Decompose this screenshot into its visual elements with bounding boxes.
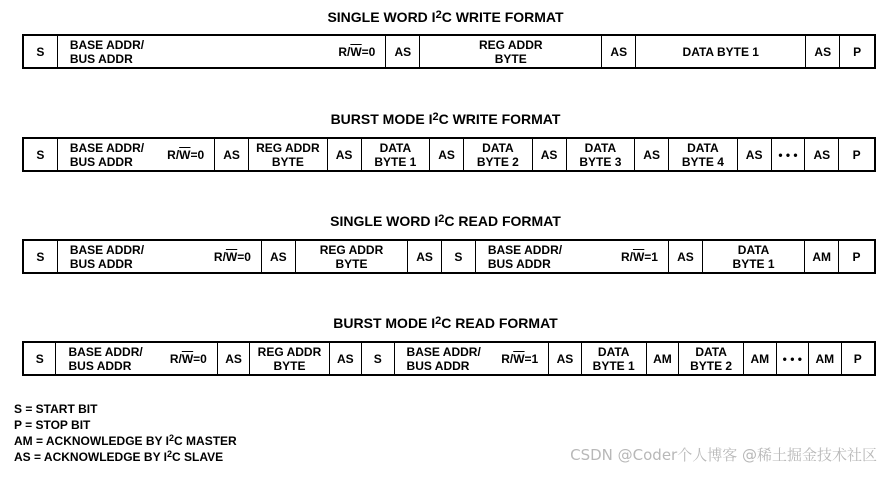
field-data-byte: DATA BYTE 1 [362, 139, 431, 170]
legend-ack-master: AM = ACKNOWLEDGE BY $I^2C$ MASTER [14, 433, 237, 448]
field-start-bit: S [24, 36, 58, 67]
base-addr-label: BASE ADDR/ BUS ADDR [69, 37, 145, 66]
field-ack-slave: AS [549, 343, 581, 374]
write-bar: $\overline{W}$ [513, 351, 525, 366]
field-data-byte: DATA BYTE 4 [669, 139, 738, 170]
field-data-byte: DATA BYTE 1 [703, 241, 805, 272]
base-addr-label: BASE ADDR/ BUS ADDR [487, 242, 563, 271]
legend-ack-slave: AS = ACKNOWLEDGE BY $I^2C$ SLAVE [14, 449, 224, 464]
field-ack-slave: AS [408, 241, 442, 272]
field-ack-slave: AS [635, 139, 669, 170]
field-data-byte: DATA BYTE 2 [679, 343, 744, 374]
title-single-word-read: SINGLE WORD $I^2C$ READ FORMAT [330, 213, 561, 229]
field-reg-addr: REG ADDR BYTE [420, 36, 602, 67]
legend-start-bit: S = START BIT [14, 402, 98, 416]
frame-burst-mode-read [22, 341, 876, 376]
watermark: CSDN @Coder个人博客 @稀土掘金技术社区 [570, 446, 877, 464]
legend [14, 401, 237, 465]
field-ack-slave: AS [262, 241, 296, 272]
field-start-bit: S [24, 343, 56, 374]
field-base-addr [58, 36, 387, 67]
field-base-addr [58, 139, 215, 170]
field-ack-master: AM [744, 343, 776, 374]
base-addr-label: BASE ADDR/ BUS ADDR [406, 344, 481, 373]
field-stop-bit: P [853, 44, 862, 59]
field-ack-slave: AS [533, 139, 567, 170]
write-bar: $\overline{W}$ [632, 249, 645, 264]
rw-bit-label: $R/\overline{W}=0$ [169, 351, 207, 366]
field-base-addr [476, 241, 669, 272]
write-bar: $\overline{W}$ [350, 44, 362, 59]
write-bar: $\overline{W}$ [179, 147, 191, 162]
title-burst-mode-read: BURST MODE $I^2C$ READ FORMAT [333, 315, 558, 331]
field-start-bit: S [24, 139, 58, 170]
field-data-byte: DATA BYTE 3 [567, 139, 636, 170]
field-ack-slave: AS [602, 36, 636, 67]
field-base-addr [58, 241, 262, 272]
field-ack-slave: AS [669, 241, 703, 272]
field-data-byte: DATA BYTE 1 [636, 36, 806, 67]
frame-single-word-read [22, 239, 876, 274]
field-data-byte: DATA BYTE 1 [582, 343, 647, 374]
field-base-addr [395, 343, 550, 374]
field-ack-slave: AS [806, 36, 840, 67]
field-ack-slave: AS [386, 36, 420, 67]
rw-bit-label: $R/\overline{W}=0$ [338, 44, 376, 59]
field-ack-master: AM [647, 343, 679, 374]
write-bar: $\overline{W}$ [181, 351, 194, 366]
field-reg-addr: REG ADDR BYTE [249, 139, 328, 170]
field-ack-slave: AS [218, 343, 250, 374]
rw-bit-label: $R/\overline{W}=1$ [501, 351, 539, 366]
field-ellipsis: • • • [777, 343, 809, 374]
rw-bit-label: $R/\overline{W}=0$ [213, 249, 251, 264]
rw-bit-label: $R/\overline{W}=1$ [620, 249, 658, 264]
field-ack-slave: AS [330, 343, 362, 374]
title-burst-mode-write: BURST MODE $I^2C$ WRITE FORMAT [330, 111, 561, 127]
field-ack-slave: AS [430, 139, 464, 170]
field-start-bit: S [24, 241, 58, 272]
field-ack-master: AM [805, 241, 839, 272]
base-addr-label: BASE ADDR/ BUS ADDR [69, 140, 145, 169]
field-ellipsis: • • • [772, 139, 806, 170]
frame-single-word-write [22, 34, 876, 69]
field-base-addr [56, 343, 217, 374]
field-data-byte: DATA BYTE 2 [464, 139, 533, 170]
field-ack-slave: AS [328, 139, 362, 170]
field-ack-slave: AS [805, 139, 839, 170]
field-stop-bit: P [853, 351, 862, 366]
write-bar: $\overline{W}$ [225, 249, 238, 264]
field-start-bit: S [362, 343, 394, 374]
field-ack-slave: AS [215, 139, 249, 170]
field-reg-addr: REG ADDR BYTE [296, 241, 408, 272]
field-stop-bit: P [852, 249, 861, 264]
frame-burst-mode-write [22, 137, 876, 172]
rw-bit-label: $R/\overline{W}=0$ [167, 147, 205, 162]
base-addr-label: BASE ADDR/ BUS ADDR [69, 242, 145, 271]
field-stop-bit: P [852, 147, 861, 162]
legend-stop-bit: P = STOP BIT [14, 418, 91, 432]
field-ack-slave: AS [738, 139, 772, 170]
title-single-word-write: SINGLE WORD $I^2C$ WRITE FORMAT [327, 9, 564, 25]
field-reg-addr: REG ADDR BYTE [250, 343, 329, 374]
field-ack-master: AM [809, 343, 841, 374]
base-addr-label: BASE ADDR/ BUS ADDR [68, 344, 143, 373]
field-start-bit: S [442, 241, 476, 272]
